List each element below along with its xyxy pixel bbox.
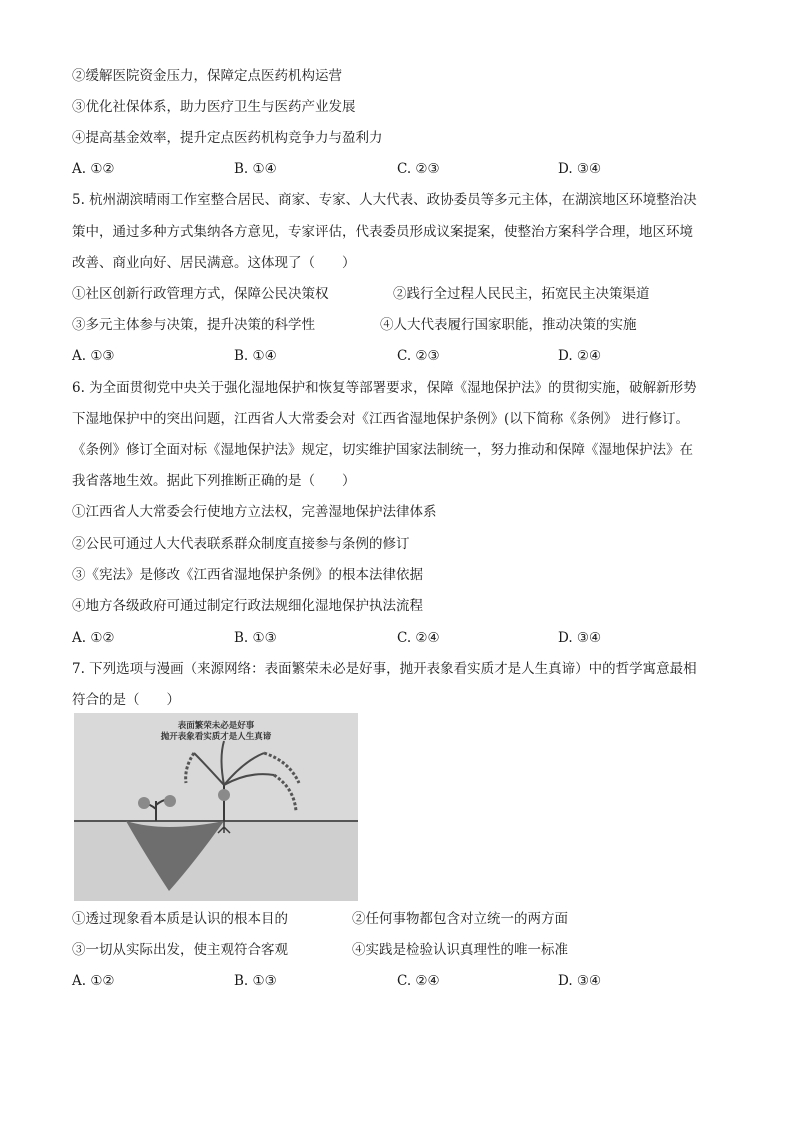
q4-option-4: ④提高基金效率，提升定点医药机构竞争力与盈利力	[72, 130, 383, 146]
q7-option-3: ③一切从实际出发，使主观符合客观	[72, 942, 288, 958]
q6-choice-c[interactable]: C. ②④	[397, 630, 440, 646]
q7-option-1: ①透过现象看本质是认识的根本目的	[72, 911, 288, 927]
q5-stem-line-1: 5. 杭州湖滨晴雨工作室整合居民、商家、专家、人大代表、政协委员等多元主体，在湖滨地区环境整治决	[72, 192, 697, 208]
q7-stem-line-1: 7. 下列选项与漫画（来源网络：表面繁荣未必是好事，抛开表象看实质才是人生真谛）中的哲学寓意最相	[72, 661, 697, 677]
q7-choice-d[interactable]: D. ③④	[558, 973, 602, 989]
q7-choice-b[interactable]: B. ①③	[234, 973, 277, 989]
q6-option-1: ①江西省人大常委会行使地方立法权，完善湿地保护法律体系	[72, 504, 437, 520]
q5-choice-d[interactable]: D. ②④	[558, 348, 602, 364]
q5-choice-a[interactable]: A. ①③	[72, 348, 115, 364]
q5-stem-line-2: 策中，通过多种方式集纳各方意见，专家评估，代表委员形成议案提案，使整治方案科学合理，地区环境	[72, 224, 693, 240]
q7-choice-a[interactable]: A. ①②	[72, 973, 115, 989]
cartoon-title-line-2: 抛开表象看实质才是人生真谛	[160, 732, 272, 742]
q6-stem-line-2: 下湿地保护中的突出问题，江西省人大常委会对《江西省湿地保护条例》(以下简称《条例》 进行修订。	[72, 411, 690, 427]
q5-choice-c[interactable]: C. ②③	[397, 348, 440, 364]
q5-option-2: ②践行全过程人民民主，拓宽民主决策渠道	[393, 286, 650, 302]
q6-stem-line-4: 我省落地生效。据此下列推断正确的是（ ）	[72, 473, 356, 489]
q4-option-3: ③优化社保体系，助力医疗卫生与医药产业发展	[72, 99, 356, 115]
q6-choice-a[interactable]: A. ①②	[72, 630, 115, 646]
q5-option-3: ③多元主体参与决策，提升决策的科学性	[72, 317, 315, 333]
q4-choice-c[interactable]: C. ②③	[397, 161, 440, 177]
q7-stem-line-2: 符合的是（ ）	[72, 692, 180, 708]
cartoon-image	[74, 713, 358, 901]
q5-option-4: ④人大代表履行国家职能，推动决策的实施	[380, 317, 637, 333]
q7-choice-c[interactable]: C. ②④	[397, 973, 440, 989]
q5-stem-line-3: 改善、商业向好、居民满意。这体现了（ ）	[72, 255, 356, 271]
q7-option-2: ②任何事物都包含对立统一的两方面	[352, 911, 568, 927]
q6-stem-line-1: 6. 为全面贯彻党中央关于强化湿地保护和恢复等部署要求，保障《湿地保护法》的贯彻实施，破解新形势	[72, 380, 697, 396]
q6-option-3: ③《宪法》是修改《江西省湿地保护条例》的根本法律依据	[72, 567, 423, 583]
cartoon-drawing	[74, 713, 358, 901]
q6-choice-d[interactable]: D. ③④	[558, 630, 602, 646]
q6-choice-b[interactable]: B. ①③	[234, 630, 277, 646]
q4-choice-d[interactable]: D. ③④	[558, 161, 602, 177]
cartoon-title-line-1: 表面繁荣未必是好事	[177, 721, 255, 731]
q6-option-4: ④地方各级政府可通过制定行政法规细化湿地保护执法流程	[72, 598, 423, 614]
q6-option-2: ②公民可通过人大代表联系群众制度直接参与条例的修订	[72, 536, 410, 552]
q7-option-4: ④实践是检验认识真理性的唯一标准	[352, 942, 568, 958]
q5-option-1: ①社区创新行政管理方式，保障公民决策权	[72, 286, 329, 302]
q5-choice-b[interactable]: B. ①④	[234, 348, 277, 364]
q4-option-2: ②缓解医院资金压力，保障定点医药机构运营	[72, 68, 342, 84]
q6-stem-line-3: 《条例》修订全面对标《湿地保护法》规定，切实维护国家法制统一，努力推动和保障《湿地保护法》在	[72, 442, 693, 458]
q4-choice-b[interactable]: B. ①④	[234, 161, 277, 177]
q4-choice-a[interactable]: A. ①②	[72, 161, 115, 177]
